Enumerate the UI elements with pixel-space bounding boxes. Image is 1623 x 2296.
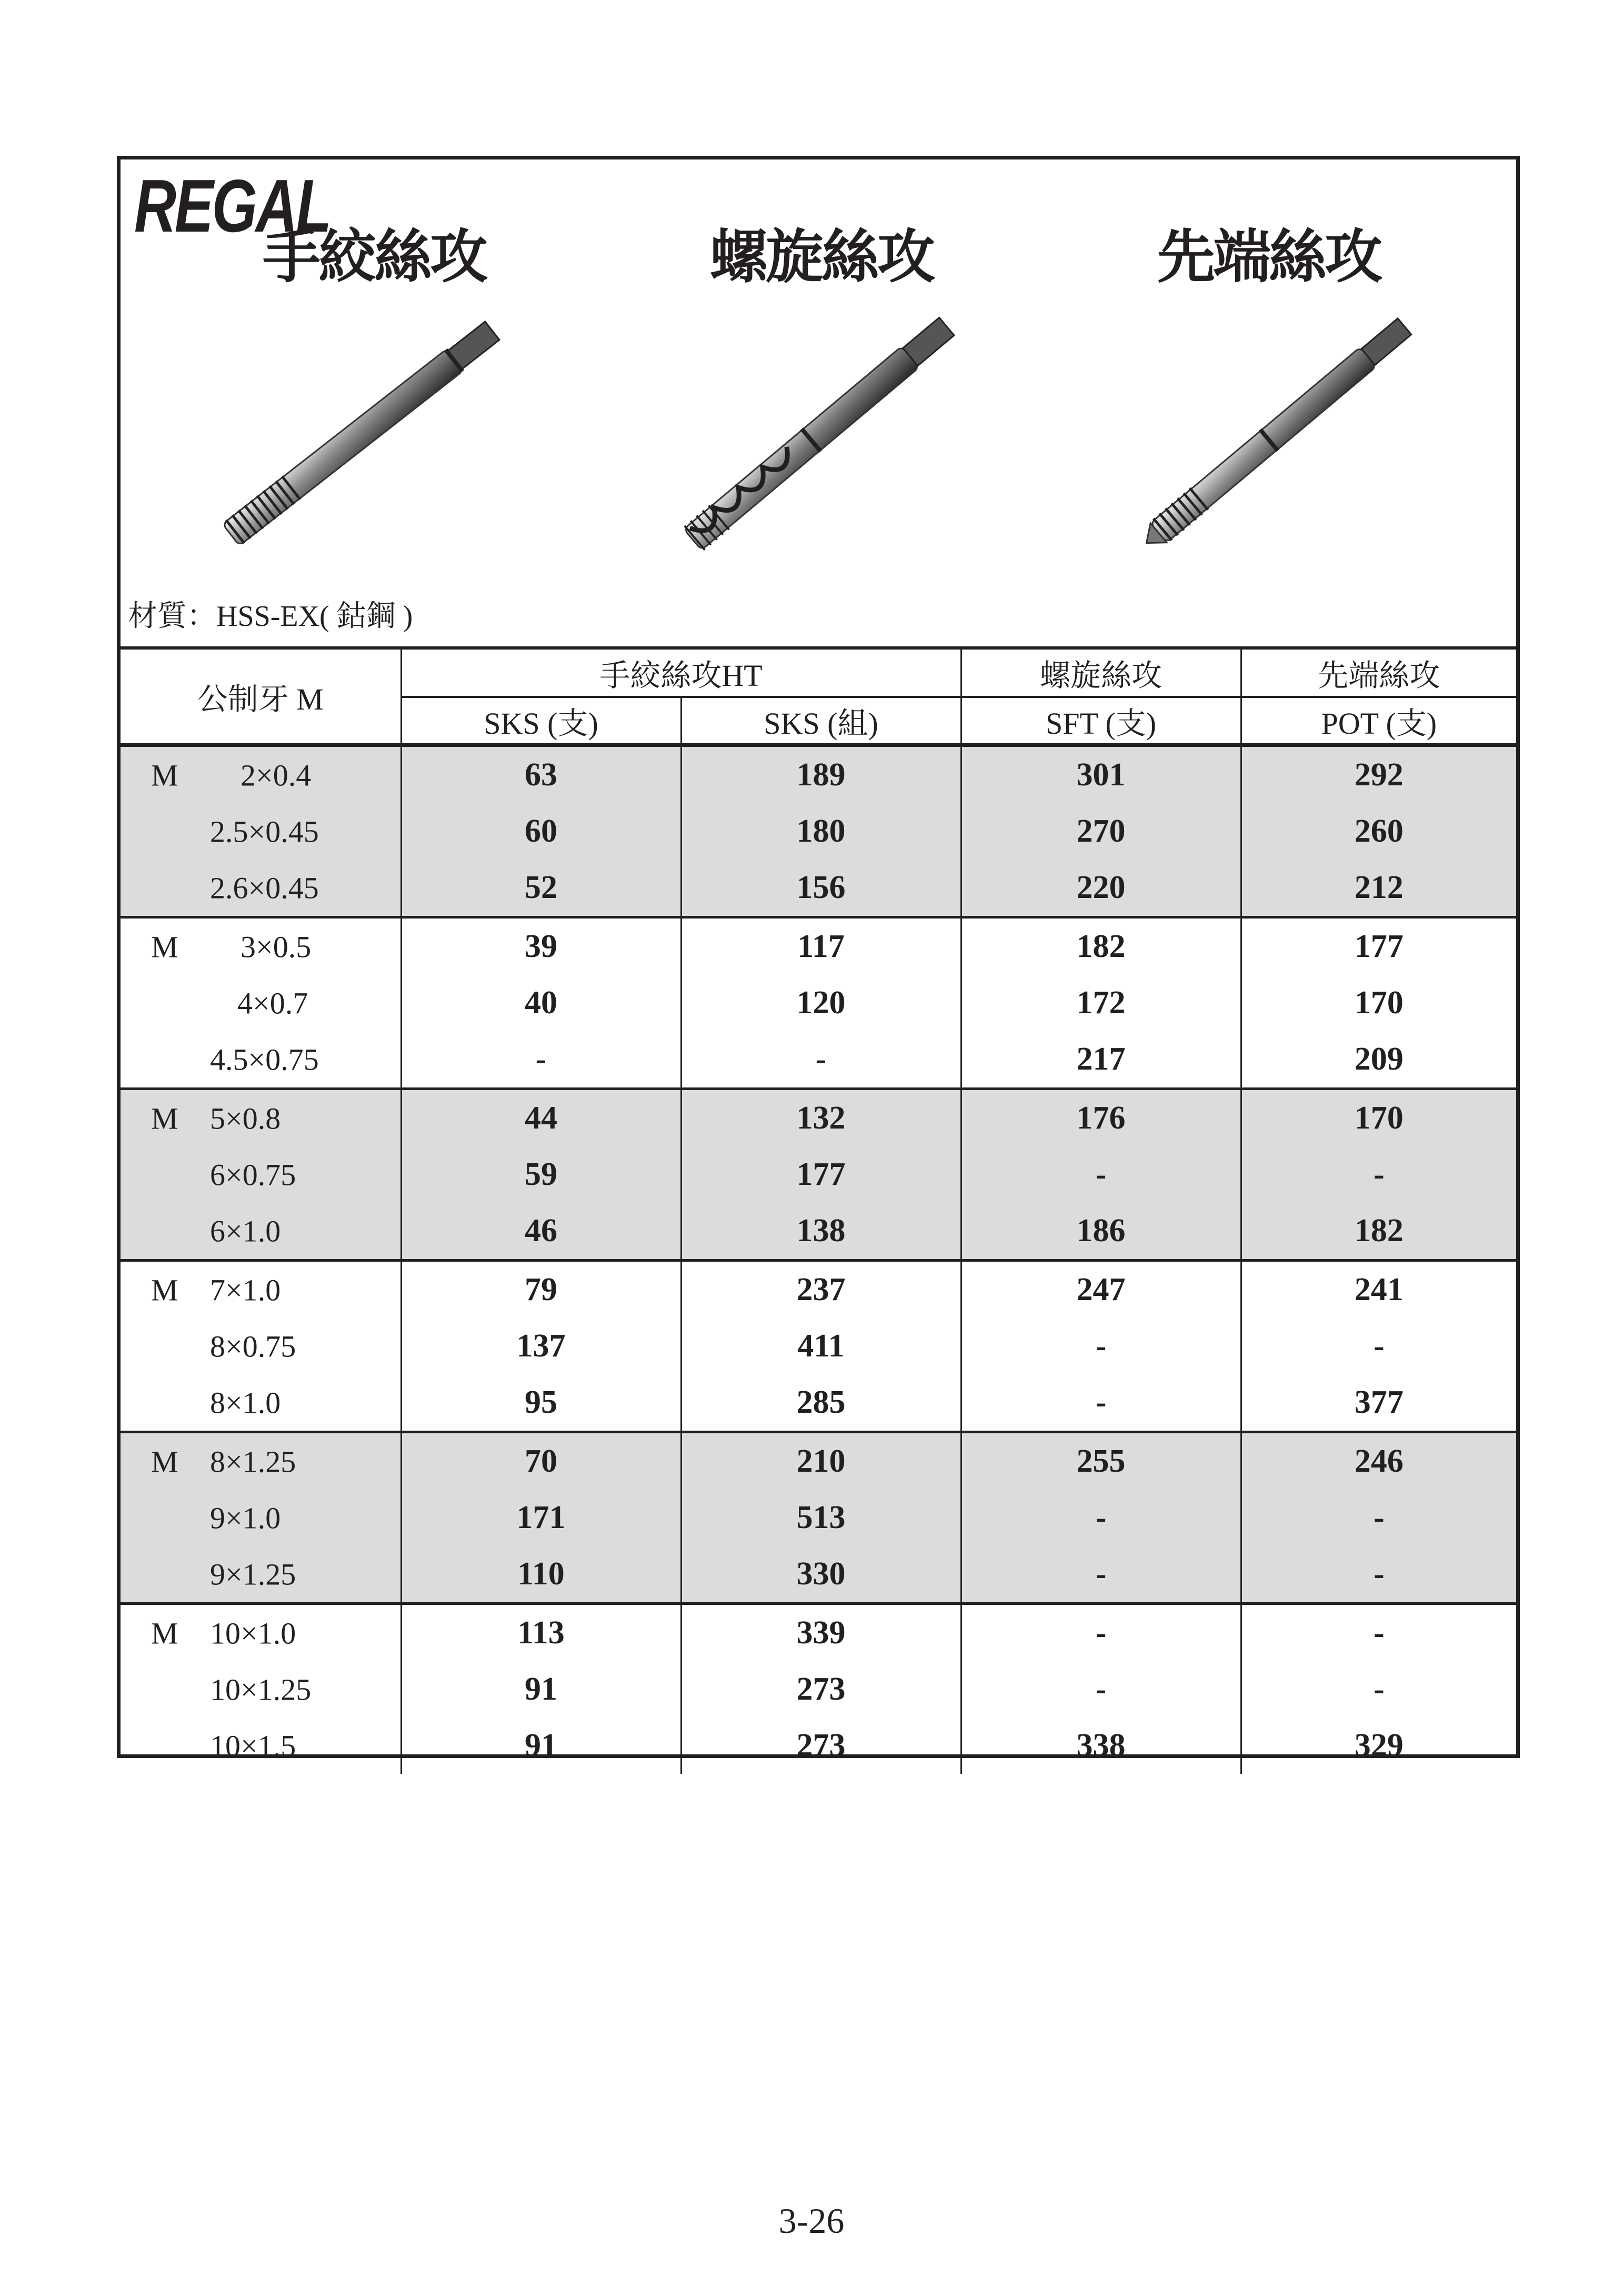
price-pot-piece: - bbox=[1241, 1604, 1516, 1662]
metric-prefix: M bbox=[151, 1616, 178, 1650]
subheader-sks-piece: SKS (支) bbox=[401, 697, 681, 745]
price-sft-piece: - bbox=[961, 1546, 1241, 1604]
price-sks-piece: 59 bbox=[401, 1146, 681, 1203]
price-sks-set: - bbox=[681, 1031, 961, 1089]
price-sft-piece: 182 bbox=[961, 917, 1241, 975]
table-header-row bbox=[121, 648, 1516, 697]
table-row bbox=[121, 1318, 1516, 1374]
table-body bbox=[121, 745, 1516, 1774]
price-pot-piece: 182 bbox=[1241, 1203, 1516, 1261]
metric-prefix: M bbox=[151, 930, 178, 964]
group-header-spiral-point: 先端絲攻 bbox=[1241, 648, 1516, 697]
price-pot-piece: 329 bbox=[1241, 1718, 1516, 1774]
thread-size: 5×0.8 bbox=[210, 1101, 281, 1135]
group-header-spiral-flute: 螺旋絲攻 bbox=[961, 648, 1241, 697]
price-sft-piece: - bbox=[961, 1604, 1241, 1662]
thread-size: 4.5×0.75 bbox=[210, 1042, 319, 1076]
price-sks-piece: 70 bbox=[401, 1432, 681, 1490]
price-pot-piece: - bbox=[1241, 1146, 1516, 1203]
price-sks-piece: 60 bbox=[401, 803, 681, 860]
metric-prefix: M bbox=[151, 1444, 178, 1479]
thread-size-cell bbox=[121, 1146, 401, 1203]
price-sks-piece: 95 bbox=[401, 1374, 681, 1432]
price-sks-set: 273 bbox=[681, 1661, 961, 1718]
price-sft-piece: 270 bbox=[961, 803, 1241, 860]
subheader-sft-piece: SFT (支) bbox=[961, 697, 1241, 745]
metric-prefix: M bbox=[151, 1101, 178, 1135]
thread-size: 8×0.75 bbox=[210, 1329, 296, 1363]
price-sks-set: 189 bbox=[681, 745, 961, 804]
price-pot-piece: 246 bbox=[1241, 1432, 1516, 1490]
thread-size: 10×1.0 bbox=[210, 1616, 296, 1650]
price-sft-piece: 301 bbox=[961, 745, 1241, 804]
page-number: 3-26 bbox=[778, 2201, 845, 2241]
table-row bbox=[121, 1261, 1516, 1319]
price-sks-piece: - bbox=[401, 1031, 681, 1089]
thread-size: 2.5×0.45 bbox=[210, 814, 319, 848]
metric-prefix: M bbox=[151, 1273, 178, 1307]
thread-size-cell bbox=[121, 1718, 401, 1774]
price-pot-piece: - bbox=[1241, 1546, 1516, 1604]
price-sks-piece: 44 bbox=[401, 1089, 681, 1147]
price-sft-piece: - bbox=[961, 1374, 1241, 1432]
group-header-hand-tap: 手絞絲攻HT bbox=[401, 648, 961, 697]
thread-size: 10×1.5 bbox=[210, 1729, 296, 1763]
price-pot-piece: 209 bbox=[1241, 1031, 1516, 1089]
catalog-frame bbox=[117, 156, 1520, 1763]
thread-size-cell bbox=[121, 1432, 401, 1490]
thread-size-cell bbox=[121, 1261, 401, 1319]
thread-size: 9×1.0 bbox=[210, 1501, 281, 1535]
subheader-pot-piece: POT (支) bbox=[1241, 697, 1516, 745]
spiral-flute-tap-icon bbox=[626, 296, 1026, 560]
table-row bbox=[121, 1374, 1516, 1432]
table-row bbox=[121, 1546, 1516, 1604]
thread-size-cell bbox=[121, 1546, 401, 1604]
price-sft-piece: - bbox=[961, 1490, 1241, 1546]
price-sks-set: 180 bbox=[681, 803, 961, 860]
price-sks-set: 237 bbox=[681, 1261, 961, 1319]
table-row bbox=[121, 860, 1516, 917]
table-row bbox=[121, 1604, 1516, 1662]
price-pot-piece: - bbox=[1241, 1661, 1516, 1718]
price-sks-set: 273 bbox=[681, 1718, 961, 1774]
price-pot-piece: 292 bbox=[1241, 745, 1516, 804]
thread-size-cell bbox=[121, 1661, 401, 1718]
thread-size: 2×0.4 bbox=[241, 758, 312, 792]
thread-size-cell bbox=[121, 803, 401, 860]
thread-size-cell bbox=[121, 1031, 401, 1089]
price-sft-piece: 172 bbox=[961, 975, 1241, 1031]
price-sks-piece: 171 bbox=[401, 1490, 681, 1546]
table-row bbox=[121, 1432, 1516, 1490]
price-sks-set: 156 bbox=[681, 860, 961, 917]
price-sks-piece: 39 bbox=[401, 917, 681, 975]
table-row bbox=[121, 1718, 1516, 1774]
price-sks-piece: 91 bbox=[401, 1718, 681, 1774]
price-sks-piece: 63 bbox=[401, 745, 681, 804]
price-pot-piece: 377 bbox=[1241, 1374, 1516, 1432]
price-sft-piece: - bbox=[961, 1661, 1241, 1718]
thread-size: 8×1.0 bbox=[210, 1385, 281, 1420]
price-pot-piece: 260 bbox=[1241, 803, 1516, 860]
product-title-hand-tap: 手絞絲攻 bbox=[263, 223, 486, 291]
price-pot-piece: 212 bbox=[1241, 860, 1516, 917]
table-row bbox=[121, 1031, 1516, 1089]
price-sks-set: 513 bbox=[681, 1490, 961, 1546]
table-row bbox=[121, 917, 1516, 975]
price-sks-piece: 113 bbox=[401, 1604, 681, 1662]
table-row bbox=[121, 1089, 1516, 1147]
thread-size: 9×1.25 bbox=[210, 1557, 296, 1591]
price-sks-set: 117 bbox=[681, 917, 961, 975]
thread-size: 6×1.0 bbox=[210, 1214, 281, 1248]
price-pot-piece: 241 bbox=[1241, 1261, 1516, 1319]
table-row bbox=[121, 803, 1516, 860]
price-sks-set: 120 bbox=[681, 975, 961, 1031]
metric-thread-header: 公制牙 M bbox=[121, 648, 401, 745]
price-sft-piece: 217 bbox=[961, 1031, 1241, 1089]
price-pot-piece: 170 bbox=[1241, 1089, 1516, 1147]
thread-size-cell bbox=[121, 1203, 401, 1261]
price-sft-piece: - bbox=[961, 1318, 1241, 1374]
price-pot-piece: - bbox=[1241, 1490, 1516, 1546]
thread-size-cell bbox=[121, 1490, 401, 1546]
price-sks-set: 177 bbox=[681, 1146, 961, 1203]
subheader-sks-set: SKS (組) bbox=[681, 697, 961, 745]
thread-size-cell bbox=[121, 1604, 401, 1662]
product-title-spiral-point-tap: 先端絲攻 bbox=[1157, 223, 1380, 291]
hand-tap-icon bbox=[168, 296, 568, 560]
metric-prefix: M bbox=[151, 758, 178, 792]
price-sks-piece: 79 bbox=[401, 1261, 681, 1319]
price-sks-set: 411 bbox=[681, 1318, 961, 1374]
price-sft-piece: 220 bbox=[961, 860, 1241, 917]
thread-size-cell bbox=[121, 975, 401, 1031]
thread-size-cell bbox=[121, 1318, 401, 1374]
thread-size: 8×1.25 bbox=[210, 1444, 296, 1479]
thread-size: 6×0.75 bbox=[210, 1157, 296, 1192]
thread-size-cell bbox=[121, 860, 401, 917]
price-sft-piece: - bbox=[961, 1146, 1241, 1203]
thread-size: 2.6×0.45 bbox=[210, 871, 319, 905]
price-sks-set: 285 bbox=[681, 1374, 961, 1432]
price-sks-set: 132 bbox=[681, 1089, 961, 1147]
table-row bbox=[121, 1146, 1516, 1203]
price-sks-set: 339 bbox=[681, 1604, 961, 1662]
thread-size: 3×0.5 bbox=[241, 930, 312, 964]
thread-size-cell bbox=[121, 745, 401, 804]
price-sks-set: 210 bbox=[681, 1432, 961, 1490]
price-pot-piece: 177 bbox=[1241, 917, 1516, 975]
thread-size: 7×1.0 bbox=[210, 1273, 281, 1307]
price-sks-piece: 46 bbox=[401, 1203, 681, 1261]
table-row bbox=[121, 745, 1516, 804]
price-pot-piece: - bbox=[1241, 1318, 1516, 1374]
thread-size-cell bbox=[121, 1089, 401, 1147]
price-sks-piece: 110 bbox=[401, 1546, 681, 1604]
spiral-point-tap-icon bbox=[1084, 296, 1484, 560]
price-sft-piece: 255 bbox=[961, 1432, 1241, 1490]
price-sks-piece: 137 bbox=[401, 1318, 681, 1374]
price-sks-piece: 40 bbox=[401, 975, 681, 1031]
price-sks-set: 138 bbox=[681, 1203, 961, 1261]
price-sft-piece: 186 bbox=[961, 1203, 1241, 1261]
price-sft-piece: 176 bbox=[961, 1089, 1241, 1147]
thread-size-cell bbox=[121, 917, 401, 975]
product-header bbox=[121, 159, 1516, 646]
product-title-spiral-flute-tap: 螺旋絲攻 bbox=[710, 223, 933, 291]
price-table bbox=[121, 646, 1516, 1774]
price-sks-piece: 52 bbox=[401, 860, 681, 917]
brand-logo: REGAL bbox=[134, 164, 330, 248]
table-row bbox=[121, 1203, 1516, 1261]
thread-size: 10×1.25 bbox=[210, 1672, 312, 1706]
table-row bbox=[121, 975, 1516, 1031]
thread-size: 4×0.7 bbox=[237, 986, 308, 1020]
price-sft-piece: 247 bbox=[961, 1261, 1241, 1319]
table-row bbox=[121, 1661, 1516, 1718]
price-pot-piece: 170 bbox=[1241, 975, 1516, 1031]
thread-size-cell bbox=[121, 1374, 401, 1432]
price-sft-piece: 338 bbox=[961, 1718, 1241, 1774]
price-sks-piece: 91 bbox=[401, 1661, 681, 1718]
material-label: 材質：HSS-EX( 鈷鋼 ) bbox=[128, 600, 413, 633]
price-sks-set: 330 bbox=[681, 1546, 961, 1604]
table-row bbox=[121, 1490, 1516, 1546]
